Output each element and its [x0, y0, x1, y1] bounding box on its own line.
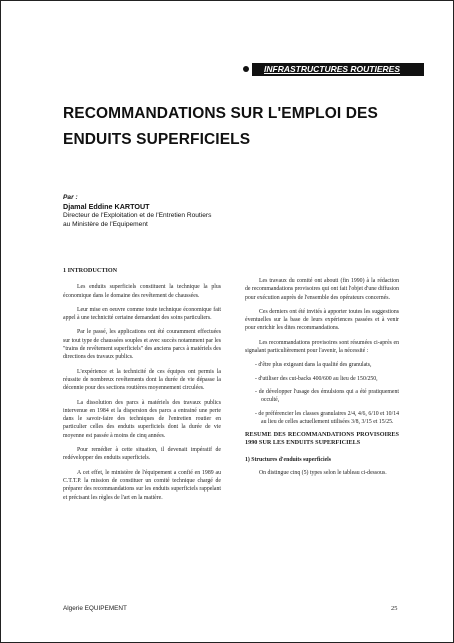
publication-name: Algerie EQUIPEMENT: [63, 605, 127, 612]
author-role-line-2: au Ministère de l'Equipement: [63, 221, 148, 228]
paragraph: La dissolution des parcs à matériels des travaux publics intervenue en 1984 et la dispersion des parcs a entrainé une perte dans le savoir-faire des techniques de l'entretien routier en particulier celles des enduits superficiels dont la durée de vie moyenne est passée à moins de cinq années.: [63, 399, 221, 439]
right-column: [245, 277, 399, 483]
paragraph: Leur mise en oeuvre comme toute technique économique fait appel à une technicité certaine demandant des soins particuliers.: [63, 306, 221, 322]
list-item: - d'être plus exigeant dans la qualité des granulats,: [255, 362, 372, 369]
list-item: - de préférencier les classes granulaires 2/4, 4/6, 6/10 et 10/14 au lieu de celles actuellement utilisées 3/8, 3/15 et 15/25.: [255, 410, 399, 425]
section-banner: INFRASTRUCTURES ROUTIERES: [252, 63, 424, 76]
introduction-heading: 1 INTRODUCTION: [63, 267, 118, 274]
paragraph: Pour remédier à cette situation, il devenait impératif de redévelopper des enduits superficiels.: [63, 447, 221, 462]
summary-heading: RESUME DES RECOMMANDATIONS PROVISOIRES 1990 SUR LES ENDUITS SUPERFICIELS: [245, 431, 399, 447]
paragraph: Les enduits superficiels constituent la technique la plus économique dans le domaine des revêtement de chaussées.: [63, 284, 221, 299]
paragraph: Les travaux du comité ont abouti (fin 1990) à la rédaction de recommandations provisoires qui ont fait l'objet d'une diffusion pour exécution auprès de l'ensemble des opérateurs concernés.: [245, 278, 399, 301]
author-par-label: Par :: [63, 194, 78, 201]
left-column: [63, 267, 221, 508]
page-number: 25: [391, 605, 398, 612]
list-item: - de développer l'usage des émulsions qui a été pratiquement occulté,: [255, 388, 399, 404]
author-role-line-1: Directeur de l'Exploitation et de l'Entretien Routiers: [63, 212, 212, 219]
paragraph: On distingue cinq (5) types selon le tableau ci-dessous.: [259, 470, 387, 477]
list-item: - d'utiliser des cut-backs 400/600 au lieu de 150/250,: [255, 375, 378, 382]
paragraph: L'expérience et la technicité de ces équipes ont permis la réussite de nombreux revêtements dont la durée de vie dépasse la décennie pour des sections routières moyennement circulées.: [63, 368, 221, 392]
structures-subheading: 1) Structures d'enduits superficiels: [245, 456, 332, 463]
banner-bullet-icon: [243, 66, 249, 72]
paragraph: Par le passé, les applications ont été couramment effectuées sur tout type de chaussées souples et avec succès notamment par les "trains de revêtement superficiels" des anciens parcs à matériels des directions des travaux publics.: [63, 329, 221, 361]
paragraph: A cet effet, le ministère de l'équipement a confié en 1989 au C.T.T.P. la mission de constituer un comité technique chargé de préparer des recommandations sur les enduits superficiels rappelant et précisant les règles de l'art en la matière.: [63, 469, 221, 501]
author-block: [63, 193, 211, 229]
paragraph: Les recommandations provisoires sont résumées ci-après en signalant particulièrement pour l'avenir, la nécessité :: [245, 339, 399, 355]
title-line-2: ENDUITS SUPERFICIELS: [63, 131, 251, 148]
title-line-1: RECOMMANDATIONS SUR L'EMPLOI DES: [63, 105, 378, 122]
paragraph: Ces derniers ont été invités à apporter toutes les suggestions éventuelles sur la base de leurs expériences passées et à venir pour enrichir les dites recommandations.: [245, 308, 399, 332]
author-name: Djamal Eddine KARTOUT: [63, 202, 150, 211]
